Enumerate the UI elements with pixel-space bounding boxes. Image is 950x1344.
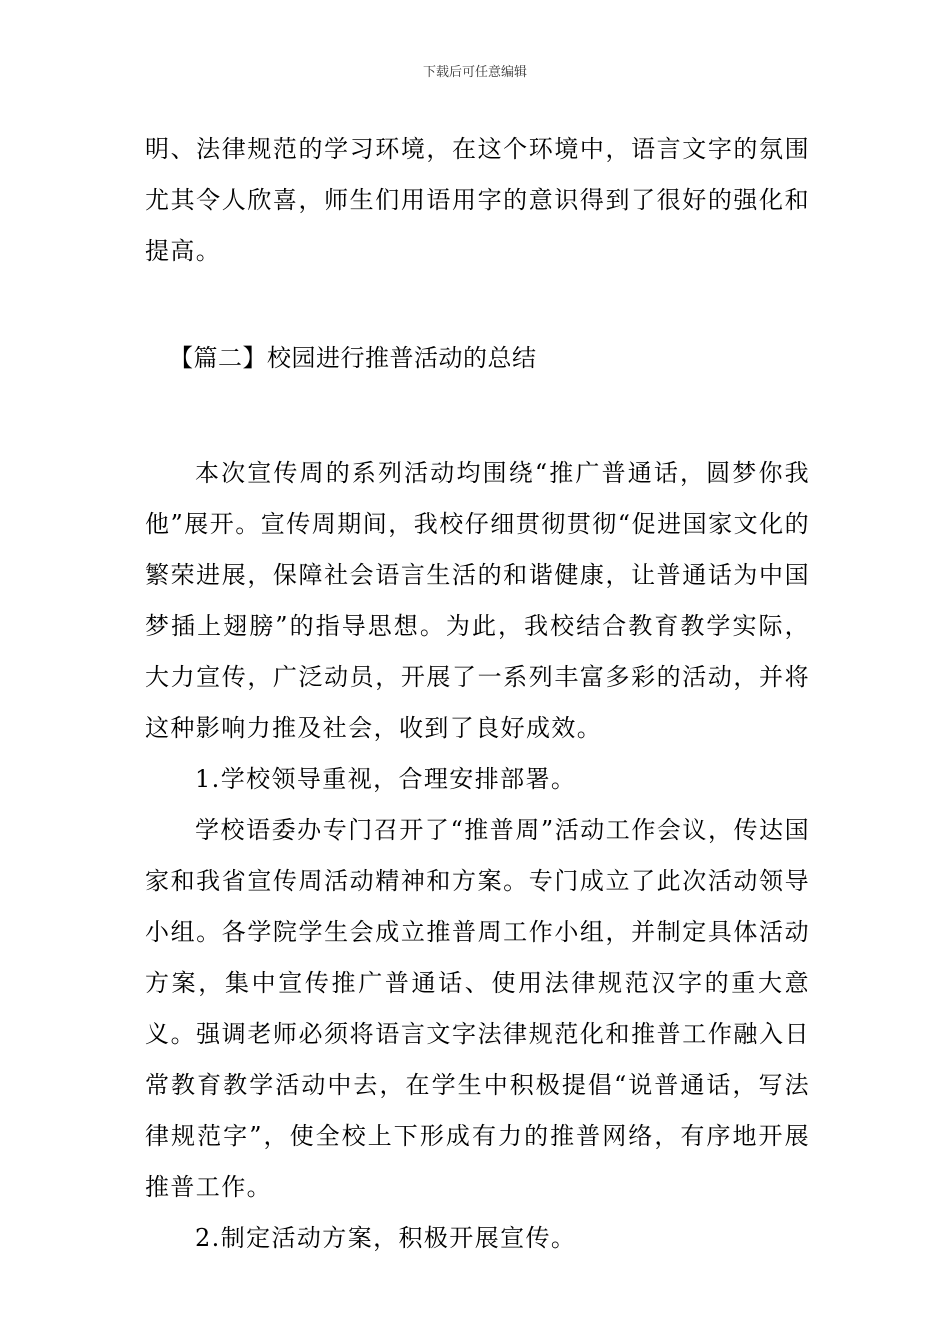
document-body [145, 124, 810, 1264]
paragraph-continued: 明、法律规范的学习环境，在这个环境中，语言文字的氛围尤其令人欣喜，师生们用语用字的意识得到了很好的强化和提高。 [145, 135, 810, 265]
numbered-item-2: 2.制定活动方案，积极开展宣传。 [195, 1224, 577, 1252]
page-header: 下载后可任意编辑 [422, 65, 527, 80]
paragraph-body: 学校语委办专门召开了“推普周”活动工作会议，传达国家和我省宣传周活动精神和方案。专门成立了此次活动领导小组。各学院学生会成立推普周工作小组，并制定具体活动方案，集中宣传推广普通话、使用法律规范汉字的重大意义。强调老师必须将语言文字法律规范化和推普工作融入日常教育教学活动中去，在学生中积极提倡“说普通话，写法律规范字”，使全校上下形成有力的推普网络，有序地开展推普工作。 [145, 816, 810, 1201]
paragraph-intro: 本次宣传周的系列活动均围绕“推广普通话，圆梦你我他”展开。宣传周期间，我校仔细贯彻贯彻“促进国家文化的繁荣进展，保障社会语言生活的和谐健康，让普通话为中国梦插上翅膀”的指导思想。为此，我校结合教育教学实际，大力宣传，广泛动员，开展了一系列丰富多彩的活动，并将这种影响力推及社会，收到了良好成效。 [145, 459, 810, 742]
section-title: 【篇二】校园进行推普活动的总结 [169, 344, 537, 372]
numbered-item-1: 1.学校领导重视，合理安排部署。 [195, 765, 577, 793]
